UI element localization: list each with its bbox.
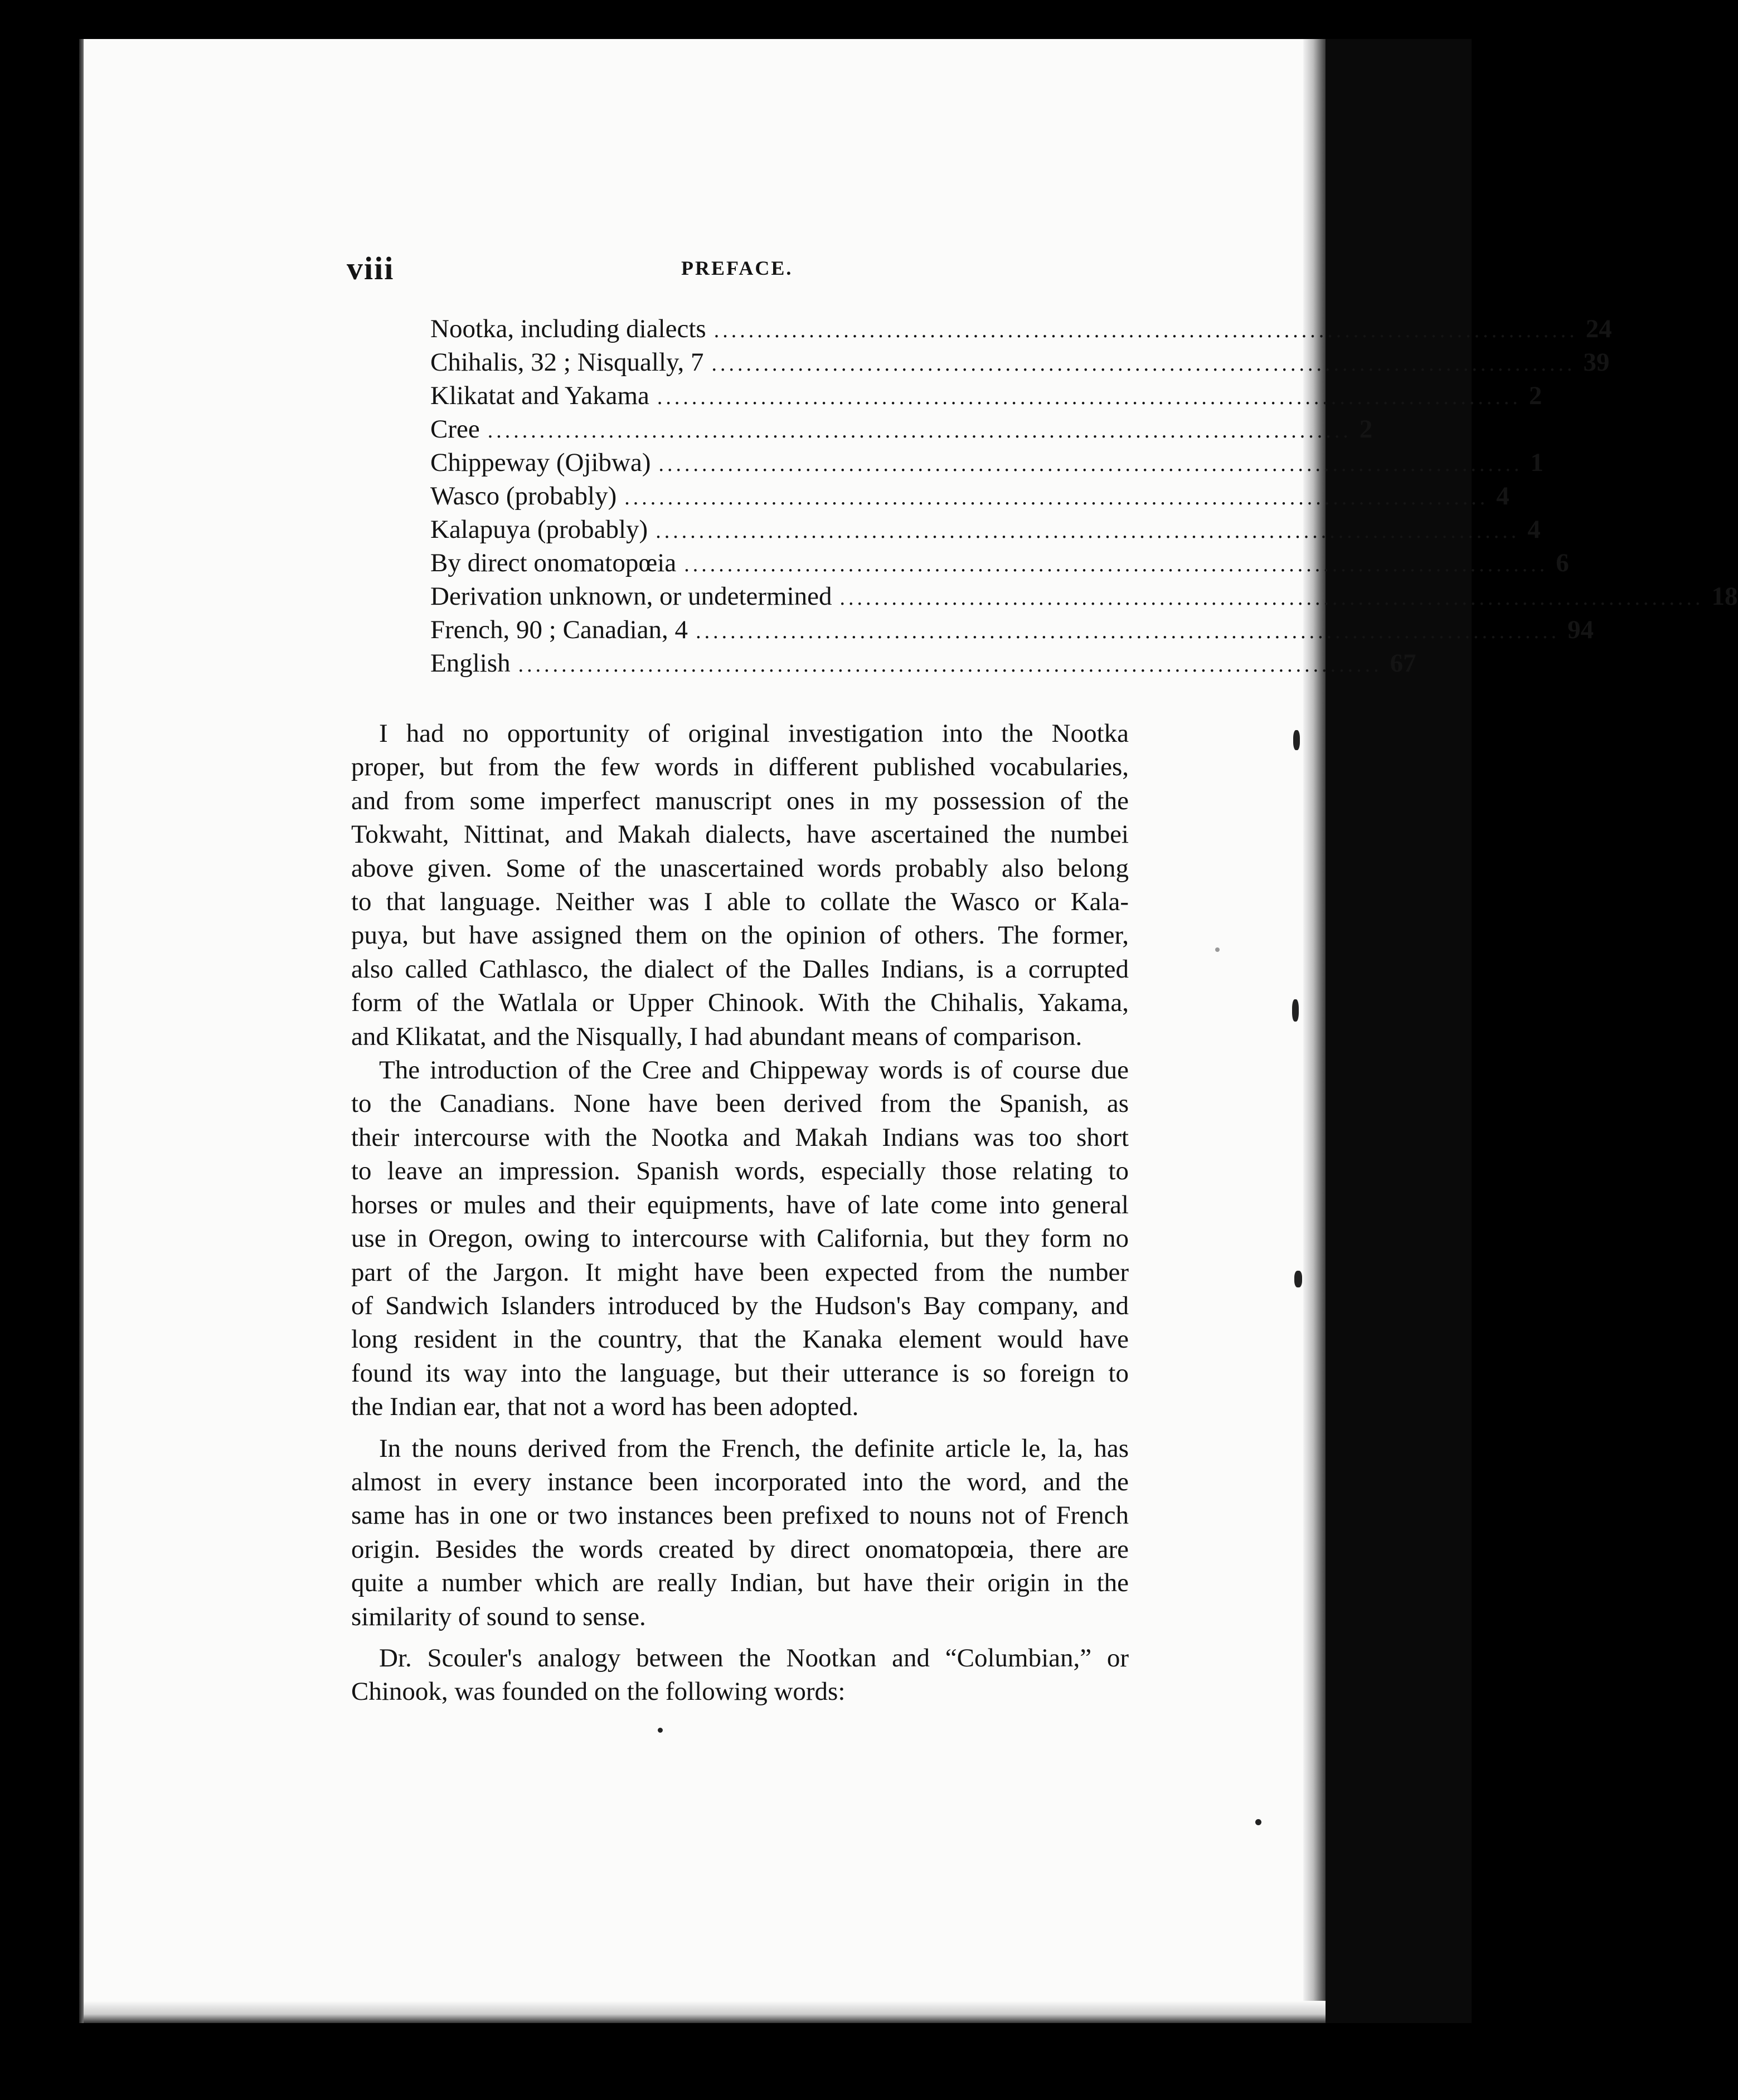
tally-count: 39 (1583, 348, 1610, 377)
text-line: and Klikatat, and the Nisqually, I had abundant means of comparison. (351, 1022, 1082, 1051)
dot-leader: .................................................................................................... (518, 653, 1382, 677)
page-bottom-shadow (84, 2001, 1326, 2023)
tally-label: Nootka, including dialects (430, 314, 706, 343)
tally-label: English (430, 649, 511, 678)
text-line: The introduction of the Cree and Chippeway words is of course due (379, 1056, 1129, 1085)
text-line: part of the Jargon. It might have been expected from the number (351, 1257, 1129, 1287)
tally-count: 2 (1528, 381, 1542, 410)
tally-count: 94 (1567, 615, 1594, 644)
dot-leader: .................................................................................................... (711, 352, 1576, 376)
ink-speck (1293, 730, 1300, 750)
tally-row (430, 379, 1542, 412)
dot-leader: .................................................................................................... (839, 586, 1704, 610)
tally-row (430, 446, 1543, 479)
text-line: Chinook, was founded on the following words: (351, 1677, 846, 1707)
text-line: form of the Watlala or Upper Chinook. With the Chihalis, Yakama, (351, 988, 1129, 1018)
tally-label: Chippeway (Ojibwa) (430, 448, 651, 477)
ink-speck (658, 1728, 663, 1733)
text-line: puya, but have assigned them on the opinion of others. The former, (351, 921, 1129, 950)
ink-speck (1215, 947, 1220, 952)
ink-speck (1255, 1819, 1261, 1825)
text-line: their intercourse with the Nootka and Makah Indians was too short (351, 1122, 1129, 1152)
text-line: to the Canadians. None have been derived from the Spanish, as (351, 1089, 1129, 1119)
text-line: to that language. Neither was I able to collate the Wasco or Kala- (351, 887, 1129, 917)
dot-leader: .................................................................................................... (487, 419, 1352, 443)
paragraph (351, 1053, 1129, 1423)
tally-row (430, 513, 1541, 546)
tally-label: Cree (430, 415, 480, 444)
tally-count: 24 (1585, 314, 1612, 343)
dot-leader: .................................................................................................... (696, 620, 1560, 643)
text-line: Dr. Scouler's analogy between the Nootkan and “Columbian,” or (379, 1643, 1129, 1673)
preface-body (351, 717, 1129, 1709)
text-line: long resident in the country, that the Kanaka element would have (351, 1325, 1129, 1354)
dot-leader: .................................................................................................... (684, 553, 1548, 576)
tally-row (430, 546, 1569, 580)
tally-row (430, 580, 1738, 613)
dot-leader: .................................................................................................... (624, 486, 1489, 509)
text-line: and from some imperfect manuscript ones in my possession of the (351, 786, 1129, 815)
tally-row (430, 479, 1509, 513)
tally-count: 2 (1359, 415, 1373, 444)
text-line: to leave an impression. Spanish words, especially those relating to (351, 1156, 1129, 1186)
tally-row (430, 412, 1373, 446)
dot-leader: .................................................................................................... (657, 386, 1521, 409)
tally-count: 18 (1711, 582, 1738, 611)
paragraph-spacing (351, 1424, 1129, 1432)
text-line: origin. Besides the words created by direct onomatopœia, there are (351, 1534, 1129, 1564)
text-line: above given. Some of the unascertained words probably also belong (351, 853, 1129, 883)
text-line: of Sandwich Islanders introduced by the Hudson's Bay company, and (351, 1291, 1129, 1320)
tally-count: 6 (1556, 548, 1569, 577)
dot-leader: .................................................................................................... (656, 519, 1520, 543)
text-line: same has in one or two instances been prefixed to nouns not of French (351, 1501, 1129, 1530)
tally-label: Wasco (probably) (430, 482, 617, 511)
tally-label: Klikatat and Yakama (430, 381, 649, 410)
tally-count: 4 (1527, 515, 1541, 544)
dot-leader: .................................................................................................... (713, 319, 1578, 342)
tally-count: 67 (1390, 649, 1416, 678)
text-line: In the nouns derived from the French, the definite article le, la, has (379, 1433, 1129, 1463)
text-line: horses or mules and their equipments, have of late come into general (351, 1190, 1129, 1219)
tally-count: 4 (1496, 482, 1509, 511)
paragraph (351, 1641, 1129, 1709)
paragraph (351, 1432, 1129, 1634)
text-line: the Indian ear, that not a word has been adopted. (351, 1392, 859, 1422)
paragraph (351, 717, 1129, 1053)
tally-label: Kalapuya (probably) (430, 515, 648, 544)
text-line: use in Oregon, owing to intercourse with California, but they form no (351, 1224, 1129, 1253)
text-line: similarity of sound to sense. (351, 1602, 646, 1631)
tally-row (430, 346, 1610, 379)
running-head-title: PREFACE. (681, 257, 793, 279)
text-line: proper, but from the few words in different published vocabularies, (351, 752, 1129, 782)
paragraph-spacing (351, 1634, 1129, 1641)
text-line: quite a number which are really Indian, but have their origin in the (351, 1568, 1129, 1598)
text-line: also called Cathlasco, the dialect of the Dalles Indians, is a corrupted (351, 954, 1129, 984)
tally-label: French, 90 ; Canadian, 4 (430, 615, 688, 644)
text-line: found its way into the language, but their utterance is so foreign to (351, 1358, 1129, 1388)
ink-speck (1294, 1271, 1302, 1287)
tally-label: Derivation unknown, or undetermined (430, 582, 832, 611)
text-line: Tokwaht, Nittinat, and Makah dialects, have ascertained the numbei (351, 820, 1129, 849)
tally-row (430, 312, 1612, 346)
tally-row (430, 646, 1416, 680)
page-number: viii (347, 250, 395, 286)
running-head (347, 250, 1115, 294)
text-line: I had no opportunity of original investigation into the Nootka (379, 719, 1129, 748)
ink-speck (1292, 999, 1299, 1022)
word-origin-tally (430, 312, 1738, 680)
text-line: almost in every instance been incorporated into the word, and the (351, 1467, 1129, 1496)
tally-row (430, 613, 1594, 646)
tally-label: By direct onomatopœia (430, 548, 677, 577)
dot-leader: .................................................................................................... (658, 453, 1523, 476)
tally-count: 1 (1530, 448, 1543, 477)
tally-label: Chihalis, 32 ; Nisqually, 7 (430, 348, 704, 377)
